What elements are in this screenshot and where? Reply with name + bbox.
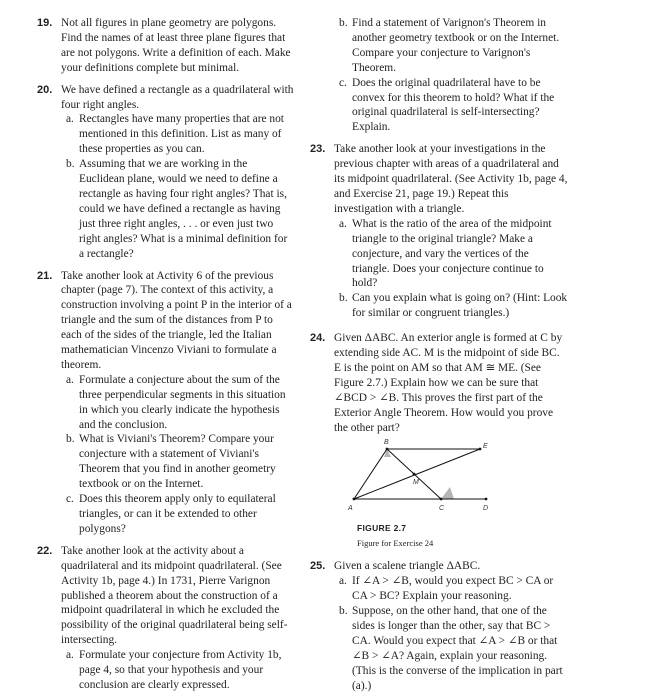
part-letter: b. (339, 292, 348, 305)
point-b (386, 448, 389, 451)
exercise-text: We have defined a rectangle as a quadrilateral with four right angles. (61, 83, 294, 111)
exercise-text: Given a scalene triangle ΔABC. (334, 560, 481, 573)
label-e: E (483, 443, 488, 451)
part-text: Does the original quadrilateral have to be convex for this theorem to hold? What if the original quadrilateral is self-intersecting? Explain. (352, 76, 555, 134)
exercise-22 (37, 544, 295, 693)
exercise-number: 22. (37, 544, 53, 557)
figure-2-7 (310, 437, 568, 515)
part-letter: a. (66, 113, 74, 126)
part-text: Formulate your conjecture from Activity 1b, page 4, so that your hypothesis and your conclusion are clearly expressed. (79, 649, 282, 691)
part-letter: a. (66, 649, 74, 662)
part-letter: b. (339, 605, 348, 617)
label-d: D (483, 505, 489, 513)
part-letter: a. (339, 217, 347, 230)
right-column (310, 16, 568, 694)
point-c (440, 498, 443, 501)
segment-ab (354, 449, 387, 499)
part-text: What is the ratio of the area of the midpoint triangle to the original triangle? Make a conjecture, and vary the vertices of the triangle. Does your conjecture continue to hold? (352, 217, 552, 290)
part-text: What is Viviani's Theorem? Compare your conjecture with a statement of Viviani's Theorem that you find in another geometry textbook or on the Internet. (79, 433, 276, 491)
exercise-number: 20. (37, 83, 53, 96)
part-b (61, 157, 295, 261)
part-text: Formulate a conjecture about the sum of the three perpendicular segments in this situation in which you clearly indicate the hypothesis and the conclusion. (79, 373, 286, 431)
exercise-24 (310, 331, 568, 435)
part-a (61, 112, 295, 157)
exercise-text: Not all figures in plane geometry are polygons. Find the names of at least three plane figures that are not polygons. Write a definition of each. Make your definitions complete but minimal. (61, 17, 291, 74)
triangle-diagram (340, 437, 510, 513)
part-text: Does this theorem apply only to equilateral triangles, or can it be extended to other polygons? (79, 493, 276, 535)
part-c (334, 76, 568, 136)
exercise-number: 21. (37, 269, 53, 282)
part-letter: c. (66, 493, 74, 506)
label-a: A (348, 505, 353, 513)
part-letter: c. (339, 76, 347, 89)
left-column (37, 16, 295, 694)
part-a (334, 217, 568, 292)
part-b (334, 604, 568, 693)
exercise-20 (37, 83, 295, 262)
exercise-text: Take another look at the activity about a quadrilateral and its midpoint quadrilateral. (See Activity 1b, page 4.) In 1731, Pierre Varignon published a theorem about the construction of a midpoint quadrilateral in which he excluded the possibility of the original quadrilateral being self-intersecting. (61, 544, 288, 647)
part-text: If ∠A > ∠B, would you expect BC > CA or CA > BC? Explain your reasoning. (352, 575, 554, 603)
part-text: Find a statement of Varignon's Theorem in another geometry textbook or on the Internet. Compare your conjecture to Varignon's Theorem. (352, 17, 560, 74)
part-text: Assuming that we are working in the Euclidean plane, would we need to define a rectangle as having four right angles? That is, could we have defined a rectangle as having just three right angles, . . . or even just two right angles? What is a minimal definition for a rectangle? (79, 158, 288, 260)
part-b (334, 16, 568, 76)
exercise-number: 24. (310, 332, 326, 345)
exercise-text: Take another look at your investigations in the previous chapter with areas of a quadrilateral and its midpoint quadrilateral. (See Activity 1b, page 4, and Exercise 21, page 19.) Repeat this investigation with a triangle. (334, 143, 568, 215)
part-text: Rectangles have many properties that are not mentioned in this definition. List as many of these properties as you can. (79, 113, 284, 156)
angle-bcd-shade (441, 487, 454, 499)
part-a (61, 373, 295, 433)
exercise-22-continued (310, 16, 568, 135)
part-c (61, 492, 295, 537)
segment-ae (354, 449, 480, 499)
label-c: C (439, 505, 445, 513)
point-d (485, 498, 488, 501)
exercise-number: 25. (310, 560, 326, 573)
part-letter: a. (339, 575, 347, 588)
exercise-25 (310, 559, 568, 693)
exercise-number: 23. (310, 143, 326, 156)
label-m: M (413, 479, 419, 487)
part-b (334, 291, 568, 321)
exercise-21 (37, 269, 295, 537)
exercise-number: 19. (37, 17, 53, 29)
point-e (479, 448, 482, 451)
exercise-23 (310, 142, 568, 321)
figure-caption: Figure for Exercise 24 (357, 538, 434, 549)
part-letter: a. (66, 373, 74, 386)
point-m (413, 473, 416, 476)
figure-title: FIGURE 2.7 (357, 523, 407, 534)
label-b: B (384, 439, 389, 447)
exercise-text: Take another look at Activity 6 of the previous chapter (page 7). The context of this activity, a construction involving a point P in the interior of a triangle and the sum of the distances from P to each of the sides of the triangle, led the Italian mathematician Vincenzo Viviani to formulate a theorem. (61, 269, 292, 371)
exercise-text: Given ΔABC. An exterior angle is formed at C by extending side AC. M is the midpoint of side BC. E is the point on AM so that AM ≅ ME. (See Figure 2.7.) Explain how we can be sure that ∠BCD > ∠B. This proves the first part of the Exterior Angle Theorem. How would you prove the other part? (334, 332, 563, 434)
point-a (353, 498, 356, 501)
part-letter: b. (66, 433, 75, 446)
part-b (61, 432, 295, 492)
part-letter: b. (339, 17, 348, 29)
part-a (61, 648, 295, 693)
part-a (334, 574, 568, 604)
exercise-19 (37, 16, 295, 76)
part-letter: b. (66, 158, 75, 171)
part-text: Suppose, on the other hand, that one of the sides is longer than the other, say that BC > CA. Would you expect that ∠A > ∠B or that ∠B > ∠A? Again, explain your reasoning. (This is the converse of the implication in part (a).) (352, 605, 563, 692)
part-text: Can you explain what is going on? (Hint: Look for similar or congruent triangles.) (352, 292, 568, 320)
